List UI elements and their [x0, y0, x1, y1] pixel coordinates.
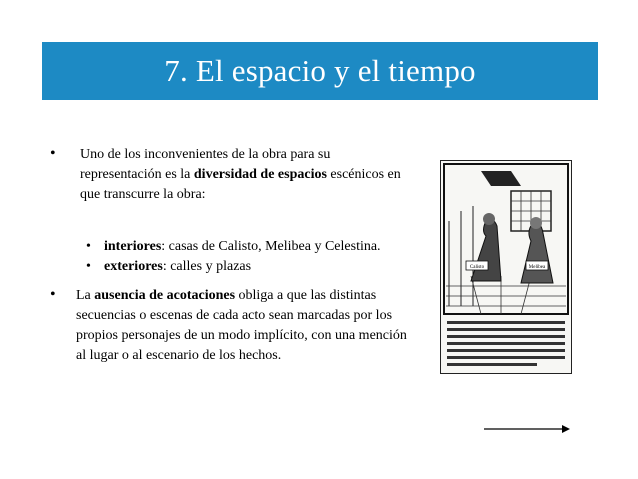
sub-item-text: : calles y plazas: [162, 259, 252, 274]
woodcut-label: Melibea: [528, 265, 546, 270]
woodcut-label: Calisto: [469, 265, 485, 270]
bullet-text-part: escénicos en que transcurre la obra:: [80, 167, 401, 202]
bullet-bold-part: ausencia de acotaciones: [94, 288, 236, 303]
woodcut-illustration-icon: [440, 160, 572, 374]
sub-item-exteriores: [86, 257, 251, 277]
sub-item-interiores: [86, 237, 381, 257]
bullet-text: [80, 145, 410, 205]
bullet-text: [76, 286, 416, 366]
slide-title: 7. El espacio y el tiempo: [164, 53, 476, 88]
sub-bullet-marker: •: [86, 239, 91, 254]
bullet-text-part: La: [76, 288, 95, 303]
woodcut-drawing: [441, 161, 571, 373]
arrow-right-icon[interactable]: [484, 422, 572, 436]
bullet-text-part: Uno de los inconvenientes de la obra para su representación es la: [80, 147, 331, 182]
sub-item-bold: exteriores: [104, 259, 163, 274]
bullet-bold-part: diversidad de espacios: [193, 167, 327, 182]
sub-item-text: : casas de Calisto, Melibea y Celestina.: [161, 239, 381, 254]
bullet-marker: •: [50, 145, 56, 162]
sub-bullet-marker: •: [86, 259, 91, 274]
bullet-marker: •: [50, 286, 56, 303]
sub-item-bold: interiores: [104, 239, 162, 254]
bullet-text-part: obliga a que las distintas secuencias o escenas de cada acto sean marcadas por los propios personajes de un modo implícito, con una mención al lugar o al escenario de los hechos.: [76, 288, 407, 363]
title-bar: [42, 42, 598, 100]
